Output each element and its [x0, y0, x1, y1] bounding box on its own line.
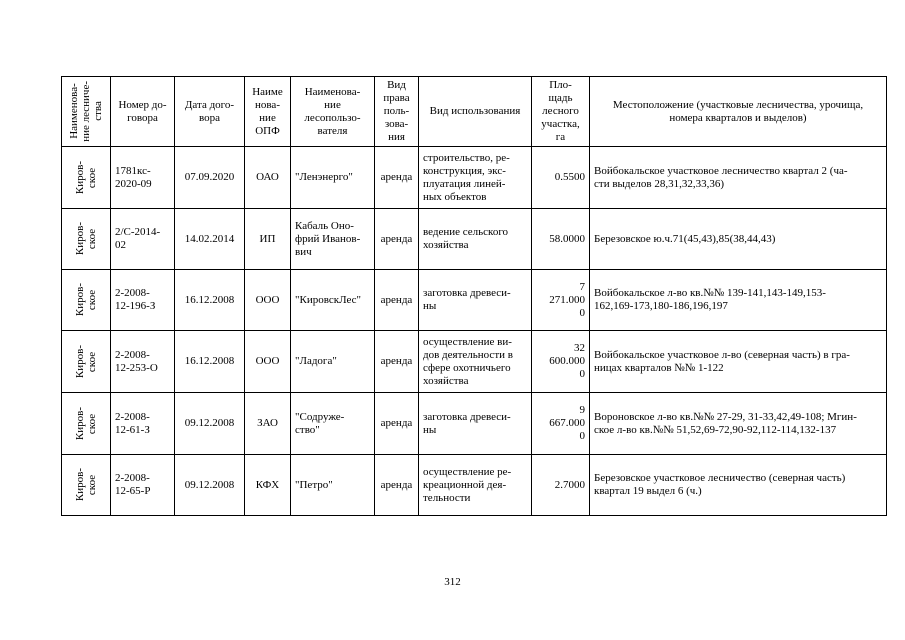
cell-area: 9 667.000 0 — [532, 393, 590, 455]
table-row — [62, 393, 887, 455]
cell-right-type: аренда — [375, 270, 419, 331]
cell-contract-date: 09.12.2008 — [175, 393, 245, 455]
table-row — [62, 331, 887, 393]
table-row — [62, 270, 887, 331]
cell-location: Березовское ю.ч.71(45,43),85(38,44,43) — [590, 209, 887, 270]
cell-opf: ООО — [245, 331, 291, 393]
cell-user-name: Кабаль Оно- фрий Иванов- вич — [291, 209, 375, 270]
forest-lease-table — [61, 76, 887, 516]
cell-use-type: заготовка древеси- ны — [419, 270, 532, 331]
cell-forestry: Киров- ское — [62, 331, 111, 393]
header-contract-no: Номер до- говора — [111, 77, 175, 147]
header-user-name: Наименова- ние лесопользо- вателя — [291, 77, 375, 147]
cell-use-type: осуществление ре- креационной дея- тельности — [419, 455, 532, 516]
cell-location: Березовское участковое лесничество (северная часть) квартал 19 выдел 6 (ч.) — [590, 455, 887, 516]
cell-contract-date: 07.09.2020 — [175, 147, 245, 209]
cell-use-type: строительство, ре- конструкция, экс- плуатация линей- ных объектов — [419, 147, 532, 209]
header-area: Пло- щадь лесного участка, га — [532, 77, 590, 147]
cell-location: Войбокальское участковое л-во (северная часть) в гра- ницах кварталов №№ 1-122 — [590, 331, 887, 393]
cell-opf: ЗАО — [245, 393, 291, 455]
cell-contract-date: 14.02.2014 — [175, 209, 245, 270]
table-row — [62, 455, 887, 516]
table-row — [62, 209, 887, 270]
header-contract-date: Дата дого- вора — [175, 77, 245, 147]
cell-area: 0.5500 — [532, 147, 590, 209]
header-forestry: Наименова- ние лесниче- ства — [62, 77, 111, 147]
cell-contract-date: 09.12.2008 — [175, 455, 245, 516]
cell-opf: ОАО — [245, 147, 291, 209]
cell-user-name: "КировскЛес" — [291, 270, 375, 331]
cell-location: Вороновское л-во кв.№№ 27-29, 31-33,42,49-108; Мгин- ское л-во кв.№№ 51,52,69-72,90-92,112-114,132-137 — [590, 393, 887, 455]
cell-use-type: ведение сельского хозяйства — [419, 209, 532, 270]
cell-forestry: Киров- ское — [62, 209, 111, 270]
cell-right-type: аренда — [375, 455, 419, 516]
page-number: 312 — [444, 576, 461, 588]
cell-forestry: Киров- ское — [62, 455, 111, 516]
cell-contract-date: 16.12.2008 — [175, 331, 245, 393]
header-use-type: Вид использования — [419, 77, 532, 147]
table-header-row — [62, 77, 887, 147]
cell-area: 58.0000 — [532, 209, 590, 270]
cell-area: 2.7000 — [532, 455, 590, 516]
cell-user-name: "Ладога" — [291, 331, 375, 393]
cell-location: Войбокальское л-во кв.№№ 139-141,143-149,153- 162,169-173,180-186,196,197 — [590, 270, 887, 331]
cell-forestry: Киров- ское — [62, 270, 111, 331]
cell-use-type: заготовка древеси- ны — [419, 393, 532, 455]
cell-right-type: аренда — [375, 393, 419, 455]
cell-contract-no: 2-2008- 12-61-З — [111, 393, 175, 455]
header-location: Местоположение (участковые лесничества, урочища, номера кварталов и выделов) — [590, 77, 887, 147]
cell-contract-no: 2-2008- 12-253-О — [111, 331, 175, 393]
cell-area: 7 271.000 0 — [532, 270, 590, 331]
cell-right-type: аренда — [375, 209, 419, 270]
cell-contract-no: 1781кс- 2020-09 — [111, 147, 175, 209]
cell-contract-date: 16.12.2008 — [175, 270, 245, 331]
header-opf: Наиме нова- ние ОПФ — [245, 77, 291, 147]
cell-right-type: аренда — [375, 331, 419, 393]
cell-user-name: "Содруже- ство" — [291, 393, 375, 455]
cell-opf: ООО — [245, 270, 291, 331]
cell-contract-no: 2/С-2014- 02 — [111, 209, 175, 270]
cell-opf: КФХ — [245, 455, 291, 516]
cell-use-type: осуществление ви- дов деятельности в сфере охотничьего хозяйства — [419, 331, 532, 393]
cell-location: Войбокальское участковое лесничество квартал 2 (ча- сти выделов 28,31,32,33,36) — [590, 147, 887, 209]
cell-area: 32 600.000 0 — [532, 331, 590, 393]
cell-user-name: "Ленэнерго" — [291, 147, 375, 209]
cell-forestry: Киров- ское — [62, 393, 111, 455]
cell-opf: ИП — [245, 209, 291, 270]
cell-user-name: "Петро" — [291, 455, 375, 516]
table-row — [62, 147, 887, 209]
cell-contract-no: 2-2008- 12-196-З — [111, 270, 175, 331]
header-right-type: Вид права поль- зова- ния — [375, 77, 419, 147]
cell-contract-no: 2-2008- 12-65-Р — [111, 455, 175, 516]
cell-right-type: аренда — [375, 147, 419, 209]
cell-forestry: Киров- ское — [62, 147, 111, 209]
